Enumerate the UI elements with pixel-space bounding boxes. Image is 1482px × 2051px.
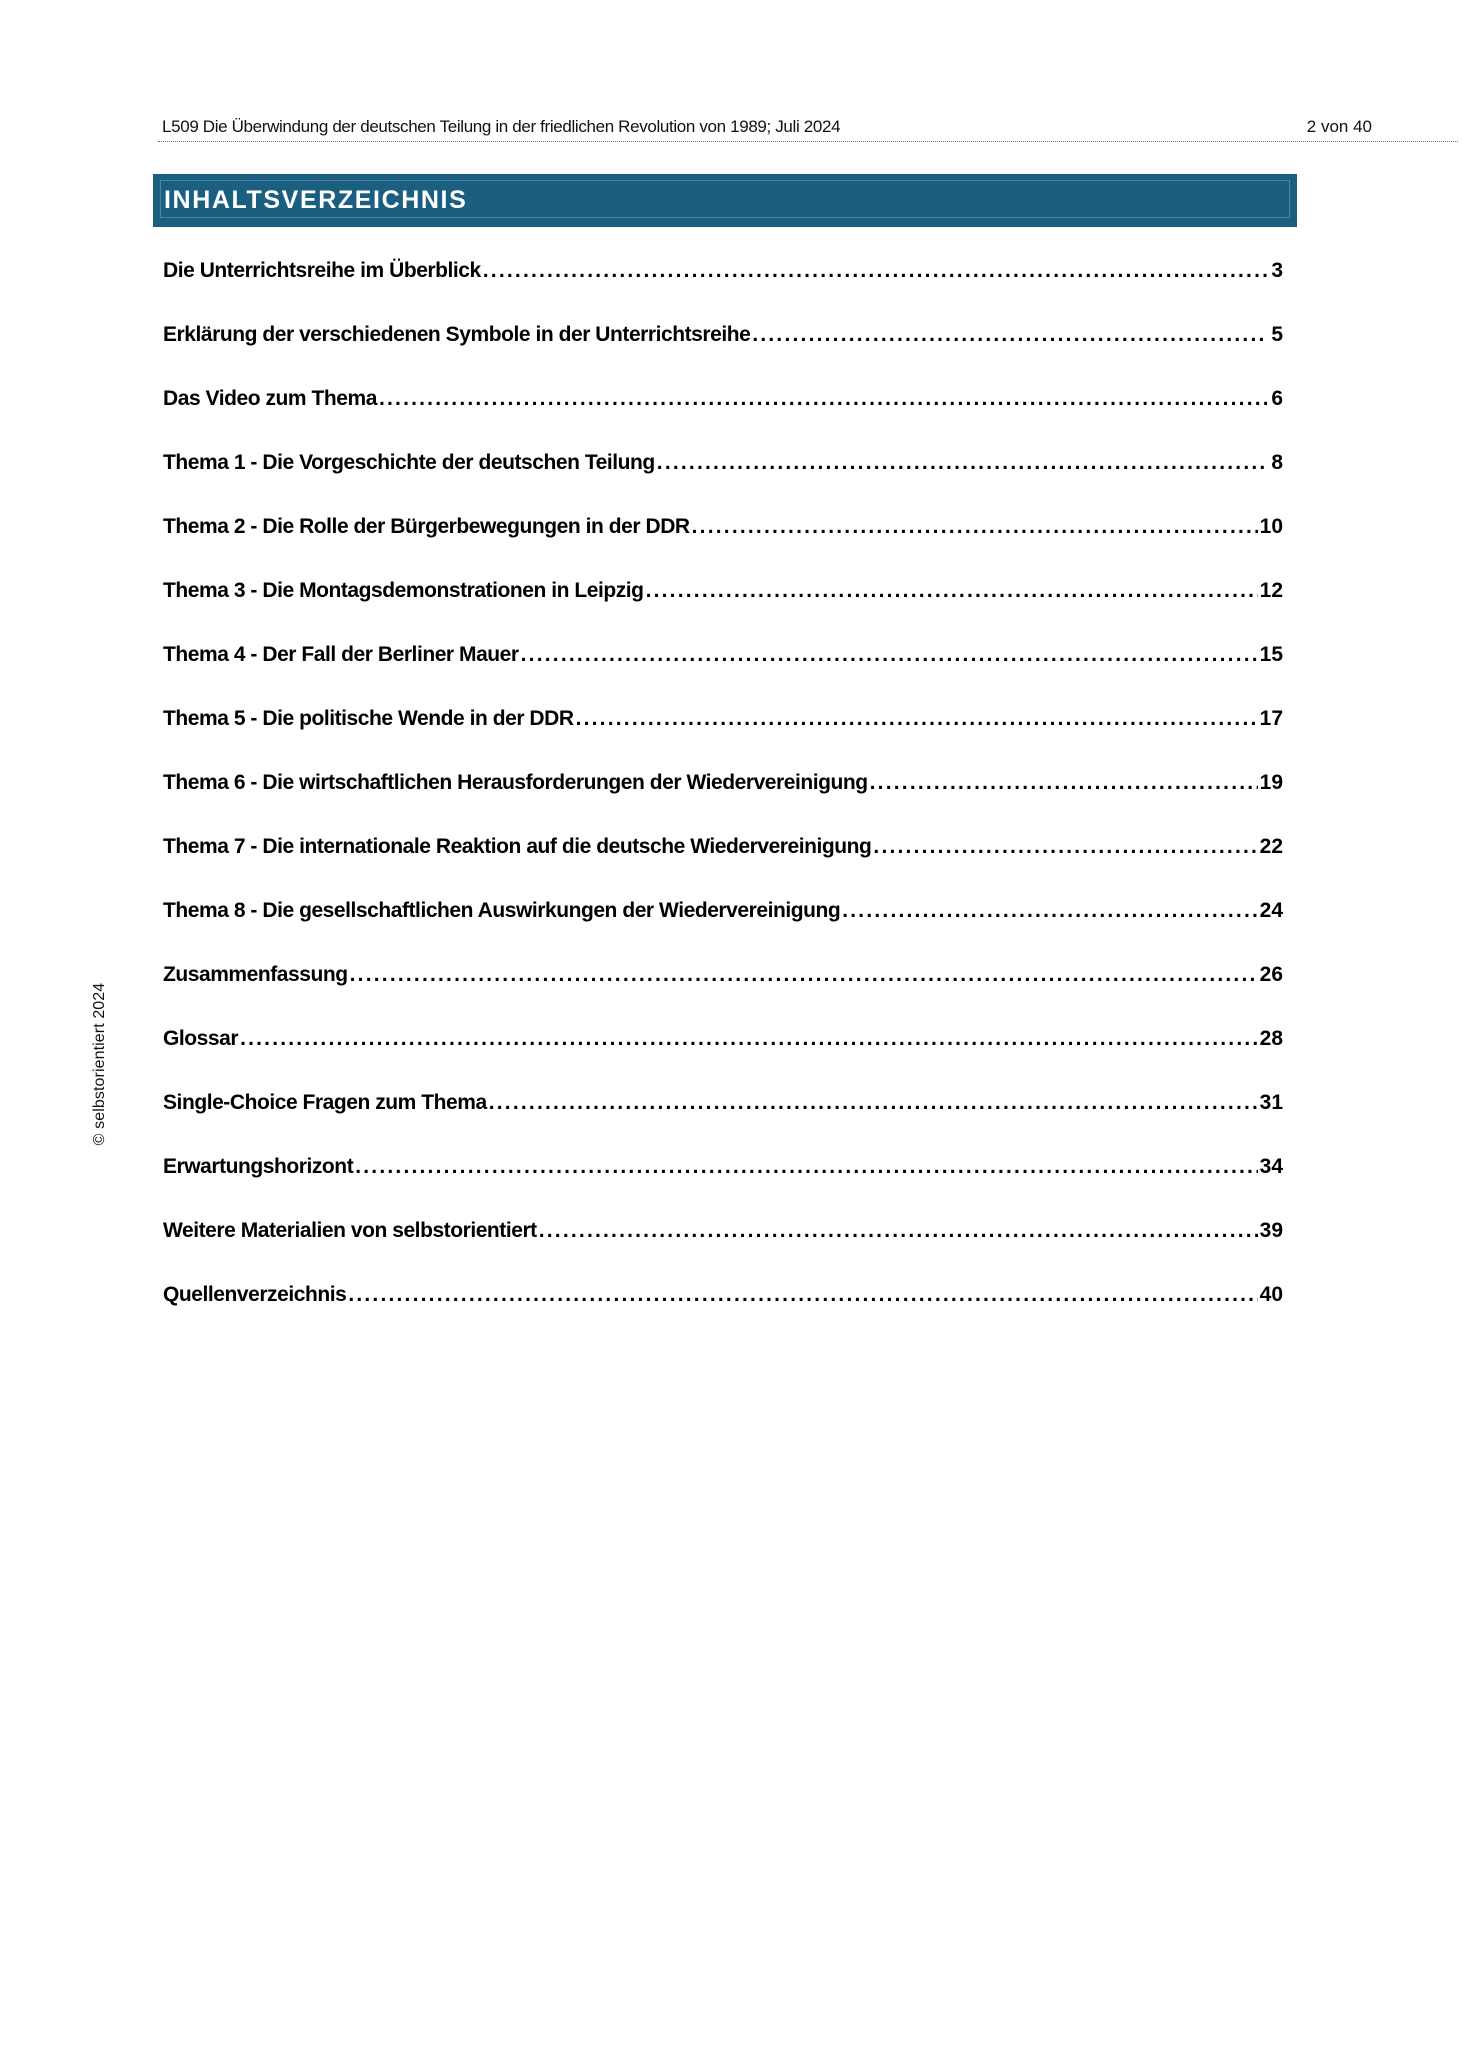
toc-entry-label: Das Video zum Thema [163, 387, 377, 410]
toc-entry-label: Erklärung der verschiedenen Symbole in der Unterrichtsreihe [163, 323, 751, 346]
toc-entry-page: 34 [1259, 1155, 1283, 1178]
toc-entry[interactable] [163, 574, 1283, 638]
toc-entry-label: Die Unterrichtsreihe im Überblick [163, 259, 481, 282]
toc-entry[interactable] [163, 318, 1283, 382]
toc-entry-label: Erwartungshorizont [163, 1155, 354, 1178]
toc-entry-page: 3 [1271, 259, 1283, 282]
toc-entry[interactable] [163, 1278, 1283, 1342]
toc-entry-page: 31 [1259, 1091, 1283, 1114]
dot-leader [489, 1086, 1258, 1120]
table-of-contents [163, 254, 1283, 1342]
toc-entry-page: 24 [1259, 899, 1283, 922]
toc-entry-page: 17 [1259, 707, 1283, 730]
dot-leader [350, 958, 1258, 992]
toc-entry-label: Thema 6 - Die wirtschaftlichen Herausforderungen der Wiedervereinigung [163, 771, 868, 794]
toc-entry-page: 15 [1259, 643, 1283, 666]
toc-entry-page: 26 [1259, 963, 1283, 986]
toc-entry[interactable] [163, 702, 1283, 766]
toc-entry[interactable] [163, 1150, 1283, 1214]
page-counter: 2 von 40 [1306, 117, 1372, 136]
toc-entry-label: Glossar [163, 1027, 239, 1050]
toc-entry[interactable] [163, 1022, 1283, 1086]
dot-leader [240, 1022, 1258, 1056]
toc-entry-label: Thema 5 - Die politische Wende in der DDR [163, 707, 574, 730]
toc-entry[interactable] [163, 1214, 1283, 1278]
toc-entry-label: Single-Choice Fragen zum Thema [163, 1091, 487, 1114]
toc-heading: INHALTSVERZEICHNIS [164, 186, 468, 214]
toc-entry-label: Thema 8 - Die gesellschaftlichen Auswirkungen der Wiedervereinigung [163, 899, 841, 922]
dot-leader [752, 318, 1267, 352]
toc-entry[interactable] [163, 958, 1283, 1022]
header-divider [158, 141, 1458, 142]
toc-heading-banner [153, 174, 1297, 227]
dot-leader [842, 894, 1257, 928]
dot-leader [355, 1150, 1257, 1184]
toc-entry-page: 10 [1259, 515, 1283, 538]
toc-entry-label: Quellenverzeichnis [163, 1283, 347, 1306]
toc-entry-page: 40 [1259, 1283, 1283, 1306]
dot-leader [539, 1214, 1258, 1248]
toc-entry-page: 8 [1271, 451, 1283, 474]
dot-leader [576, 702, 1258, 736]
toc-entry[interactable] [163, 510, 1283, 574]
toc-entry-label: Thema 7 - Die internationale Reaktion auf die deutsche Wiedervereinigung [163, 835, 872, 858]
toc-entry-label: Thema 3 - Die Montagsdemonstrationen in Leipzig [163, 579, 644, 602]
toc-entry[interactable] [163, 1086, 1283, 1150]
toc-entry-label: Thema 4 - Der Fall der Berliner Mauer [163, 643, 519, 666]
toc-entry-page: 5 [1271, 323, 1283, 346]
toc-entry[interactable] [163, 830, 1283, 894]
toc-entry-page: 22 [1259, 835, 1283, 858]
dot-leader [657, 446, 1267, 480]
toc-entry[interactable] [163, 254, 1283, 318]
dot-leader [379, 382, 1267, 416]
toc-entry-label: Thema 2 - Die Rolle der Bürgerbewegungen in der DDR [163, 515, 690, 538]
toc-entry[interactable] [163, 638, 1283, 702]
dot-leader [521, 638, 1258, 672]
toc-entry-page: 28 [1259, 1027, 1283, 1050]
dot-leader [870, 766, 1258, 800]
toc-entry[interactable] [163, 894, 1283, 958]
copyright-note: © selbstorientiert 2024 [91, 982, 108, 1146]
toc-entry[interactable] [163, 382, 1283, 446]
document-title: L509 Die Überwindung der deutschen Teilung in der friedlichen Revolution von 1989; Juli 2024 [162, 117, 841, 136]
toc-entry-page: 6 [1271, 387, 1283, 410]
toc-entry-label: Thema 1 - Die Vorgeschichte der deutschen Teilung [163, 451, 655, 474]
dot-leader [483, 254, 1267, 288]
toc-entry-page: 19 [1259, 771, 1283, 794]
page-header [162, 116, 1372, 138]
toc-entry-page: 39 [1259, 1219, 1283, 1242]
dot-leader [646, 574, 1258, 608]
dot-leader [692, 510, 1258, 544]
toc-entry-page: 12 [1259, 579, 1283, 602]
dot-leader [348, 1278, 1257, 1312]
toc-entry[interactable] [163, 766, 1283, 830]
toc-entry-label: Weitere Materialien von selbstorientiert [163, 1219, 537, 1242]
toc-entry[interactable] [163, 446, 1283, 510]
toc-entry-label: Zusammenfassung [163, 963, 348, 986]
dot-leader [873, 830, 1257, 864]
